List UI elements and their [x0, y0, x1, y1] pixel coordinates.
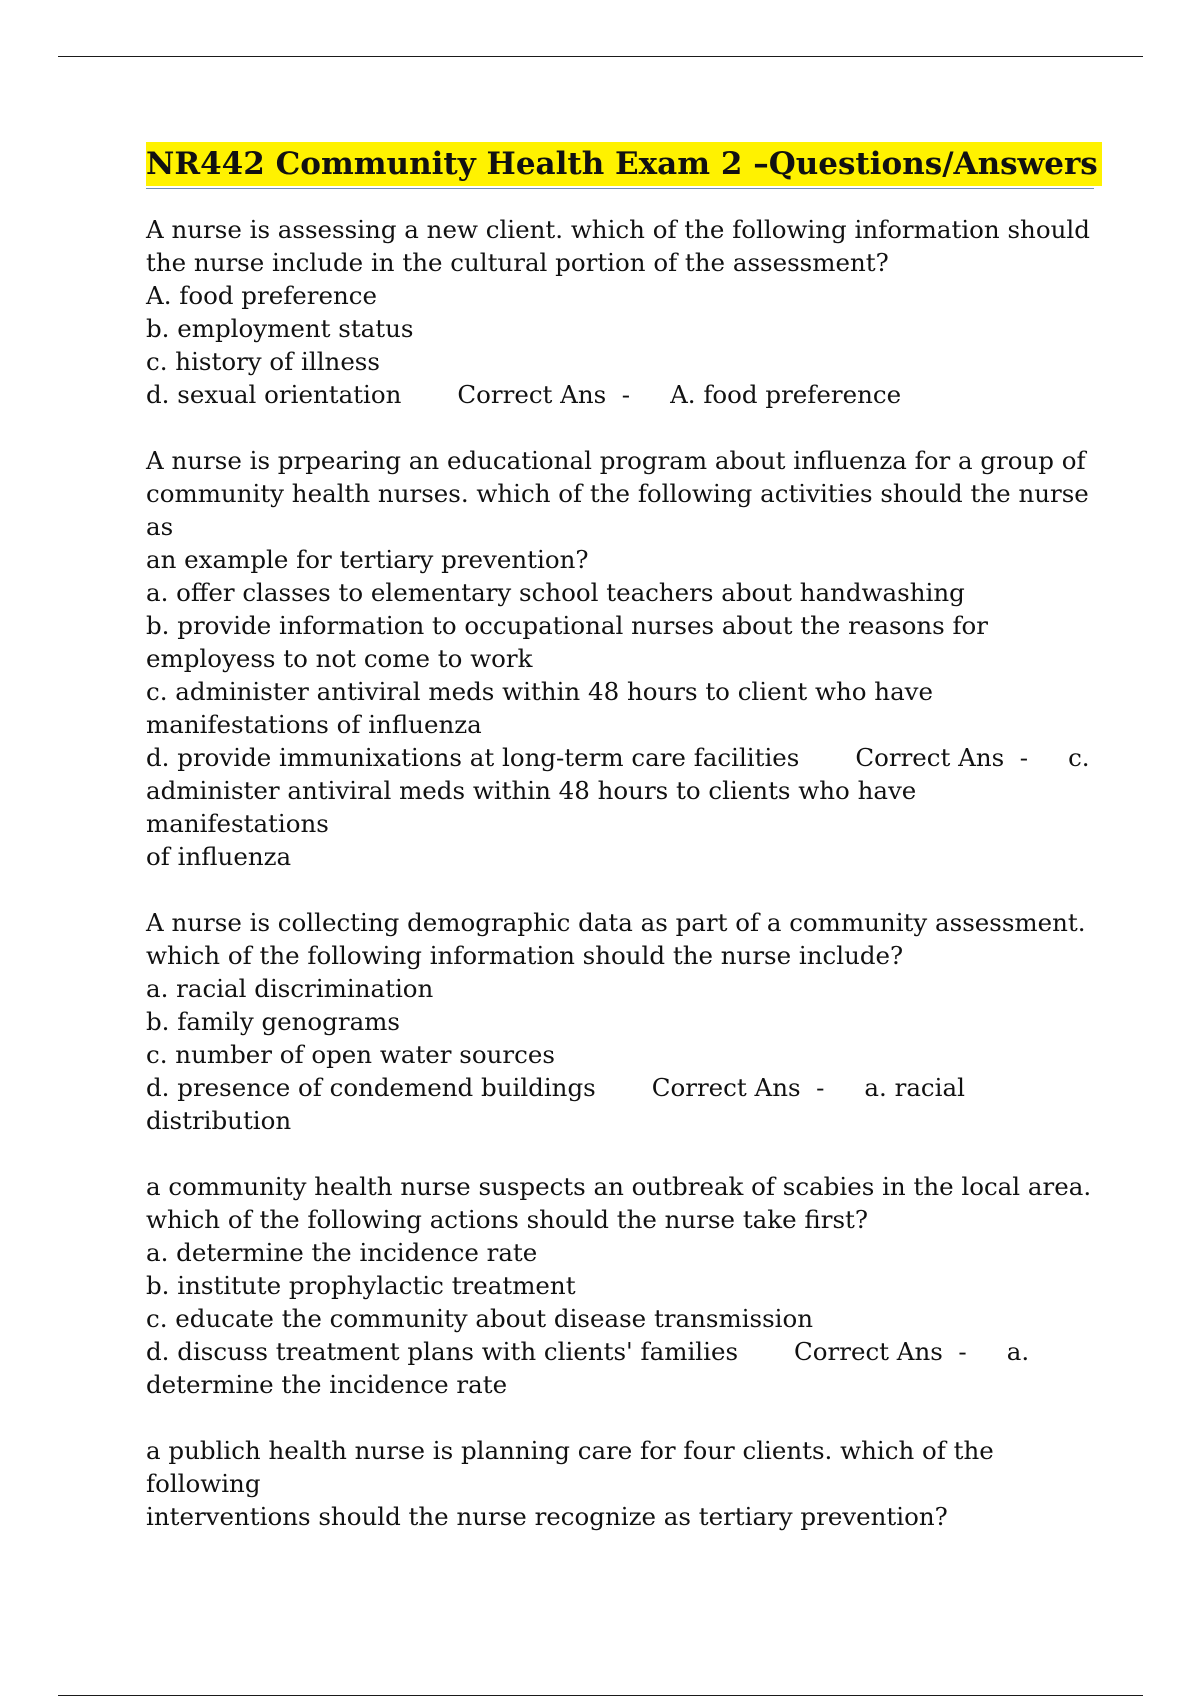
page-top-rule: [58, 56, 1143, 57]
answer-option: A. food preference: [146, 281, 377, 310]
answer-option: b. family genograms: [146, 1007, 400, 1036]
question-4: [146, 1170, 1094, 1401]
question-stem-line: which of the following information should the nurse include?: [146, 941, 904, 970]
question-stem-line: interventions should the nurse recognize as tertiary prevention?: [146, 1502, 948, 1531]
answer-option: d. provide immunixations at long-term care facilities: [146, 743, 800, 772]
correct-answer-label: Correct Ans -: [457, 380, 631, 409]
question-3: [146, 906, 1094, 1137]
question-stem-line: the nurse include in the cultural portion of the assessment?: [146, 248, 889, 277]
question-list: [146, 213, 1097, 1533]
question-5: [146, 1434, 1094, 1533]
question-stem-line: a community health nurse suspects an outbreak of scabies in the local area.: [146, 1172, 1092, 1201]
correct-answer: determine the incidence rate: [146, 1370, 508, 1399]
answer-option: d. presence of condemend buildings: [146, 1073, 596, 1102]
page-bottom-rule: [58, 1695, 1143, 1696]
correct-answer: c.: [1068, 743, 1090, 772]
answer-option: c. history of illness: [146, 347, 380, 376]
correct-answer: a.: [1006, 1337, 1030, 1366]
answer-option: c. educate the community about disease transmission: [146, 1304, 814, 1333]
answer-option: d. discuss treatment plans with clients' families: [146, 1337, 739, 1366]
question-stem-line: an example for tertiary prevention?: [146, 545, 589, 574]
question-stem-line: A nurse is assessing a new client. which of the following information should: [146, 215, 1090, 244]
document-body: [146, 142, 1098, 1566]
answer-option: c. number of open water sources: [146, 1040, 555, 1069]
question-2: [146, 444, 1097, 873]
correct-answer: of influenza: [146, 842, 292, 871]
correct-answer: A. food preference: [670, 380, 902, 409]
answer-option: c. administer antiviral meds within 48 hours to client who have: [146, 677, 934, 706]
question-stem-line: A nurse is prpearing an educational program about influenza for a group of: [146, 446, 1086, 475]
answer-option: a. offer classes to elementary school teachers about handwashing: [146, 578, 965, 607]
answer-option: manifestations of influenza: [146, 710, 482, 739]
answer-line: [146, 1335, 1094, 1368]
correct-answer-label: Correct Ans -: [651, 1073, 825, 1102]
question-stem-line: a publich health nurse is planning care for four clients. which of the following: [146, 1436, 1002, 1498]
question-stem-line: which of the following actions should the nurse take first?: [146, 1205, 869, 1234]
correct-answer: a. racial distribution: [146, 1073, 973, 1135]
question-stem-line: A nurse is collecting demographic data as part of a community assessment.: [146, 908, 1086, 937]
answer-line: [146, 741, 1094, 774]
correct-answer-label: Correct Ans -: [794, 1337, 967, 1366]
answer-option: b. provide information to occupational nurses about the reasons for: [146, 611, 988, 640]
question-1: [146, 213, 1094, 411]
answer-option: d. sexual orientation: [146, 380, 402, 409]
answer-line: [146, 1071, 1094, 1137]
correct-answer: administer antiviral meds within 48 hours to clients who have manifestations: [146, 776, 925, 838]
answer-option: employess to not come to work: [146, 644, 533, 673]
title-underline: [146, 142, 1098, 189]
correct-answer-label: Correct Ans -: [855, 743, 1029, 772]
answer-option: b. employment status: [146, 314, 414, 343]
document-title: NR442 Community Health Exam 2 –Questions/Answers: [146, 142, 1102, 186]
answer-option: a. racial discrimination: [146, 974, 434, 1003]
answer-option: a. determine the incidence rate: [146, 1238, 538, 1267]
answer-option: b. institute prophylactic treatment: [146, 1271, 576, 1300]
answer-line: [146, 378, 1094, 411]
question-stem-line: community health nurses. which of the following activities should the nurse as: [146, 479, 1097, 541]
